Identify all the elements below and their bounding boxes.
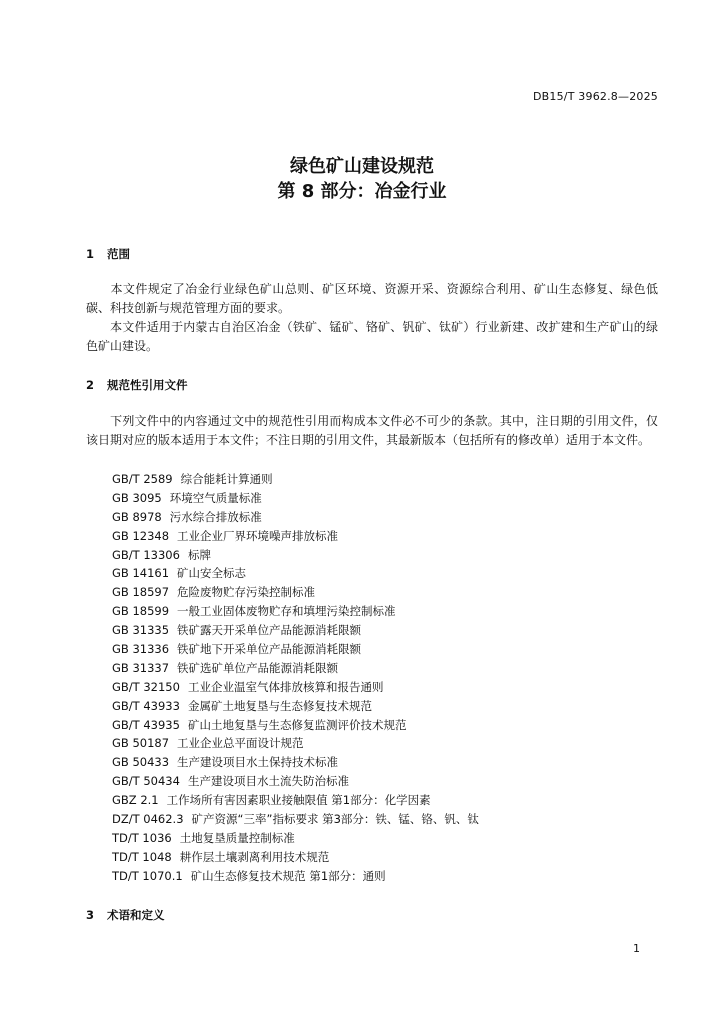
reference-item: GBZ 2.1 工作场所有害因素职业接触限值 第1部分：化学因素	[112, 793, 431, 808]
section-title: 范围	[107, 247, 130, 261]
paragraph: 本文件适用于内蒙古自治区冶金（铁矿、锰矿、铬矿、钒矿、钛矿）行业新建、改扩建和生产矿山的绿色矿山建设。	[86, 320, 658, 353]
reference-item: GB/T 43933 金属矿土地复垦与生态修复技术规范	[112, 698, 372, 713]
normative-reference-list	[112, 470, 479, 886]
reference-item: GB 18597 危险废物贮存污染控制标准	[112, 585, 316, 600]
reference-item: GB 31337 铁矿选矿单位产品能源消耗限额	[112, 660, 339, 675]
reference-item: GB/T 2589 综合能耗计算通则	[112, 472, 273, 486]
section-1-heading	[86, 246, 130, 262]
reference-item: GB 50433 生产建设项目水土保持技术标准	[112, 755, 339, 770]
reference-item: GB/T 13306 标牌	[112, 547, 211, 562]
document-subtitle: 第 8 部分：冶金行业	[277, 181, 447, 202]
section-title: 规范性引用文件	[107, 378, 188, 392]
paragraph: 下列文件中的内容通过文中的规范性引用而构成本文件必不可少的条款。其中，注日期的引用文件，仅该日期对应的版本适用于本文件；不注日期的引用文件，其最新版本（包括所有的修改单）适用于本文件。	[86, 414, 658, 447]
reference-item: GB 50187 工业企业总平面设计规范	[112, 736, 304, 751]
section-2-heading	[86, 377, 188, 393]
reference-item: GB/T 32150 工业企业温室气体排放核算和报告通则	[112, 679, 384, 694]
section-number: 2	[86, 378, 95, 392]
reference-item: GB/T 43935 矿山土地复垦与生态修复监测评价技术规范	[112, 717, 407, 732]
reference-item: GB 3095 环境空气质量标准	[112, 490, 262, 505]
reference-item: TD/T 1048 耕作层土壤剥离利用技术规范	[112, 849, 330, 864]
page-number: 1	[633, 942, 640, 955]
section-title: 术语和定义	[107, 908, 165, 922]
section-number: 1	[86, 247, 95, 261]
reference-item: TD/T 1036 土地复垦质量控制标准	[112, 830, 295, 845]
reference-item: DZ/T 0462.3 矿产资源“三率”指标要求 第3部分：铁、锰、铬、钒、钛	[112, 812, 479, 827]
reference-item: GB 12348 工业企业厂界环境噪声排放标准	[112, 528, 339, 543]
reference-item: GB 14161 矿山安全标志	[112, 566, 247, 581]
section-3-heading	[86, 907, 165, 923]
reference-item: GB 8978 污水综合排放标准	[112, 509, 262, 524]
reference-item: GB 31335 铁矿露天开采单位产品能源消耗限额	[112, 623, 362, 638]
reference-item: TD/T 1070.1 矿山生态修复技术规范 第1部分：通则	[112, 868, 386, 883]
document-title: 绿色矿山建设规范	[290, 156, 434, 177]
document-code: DB15/T 3962.8—2025	[532, 90, 658, 103]
section-number: 3	[86, 908, 95, 922]
paragraph: 本文件规定了冶金行业绿色矿山总则、矿区环境、资源开采、资源综合利用、矿山生态修复、绿色低碳、科技创新与规范管理方面的要求。	[86, 282, 658, 315]
reference-item: GB 18599 一般工业固体废物贮存和填埋污染控制标准	[112, 604, 396, 619]
reference-item: GB 31336 铁矿地下开采单位产品能源消耗限额	[112, 642, 362, 657]
reference-item: GB/T 50434 生产建设项目水土流失防治标准	[112, 774, 349, 789]
